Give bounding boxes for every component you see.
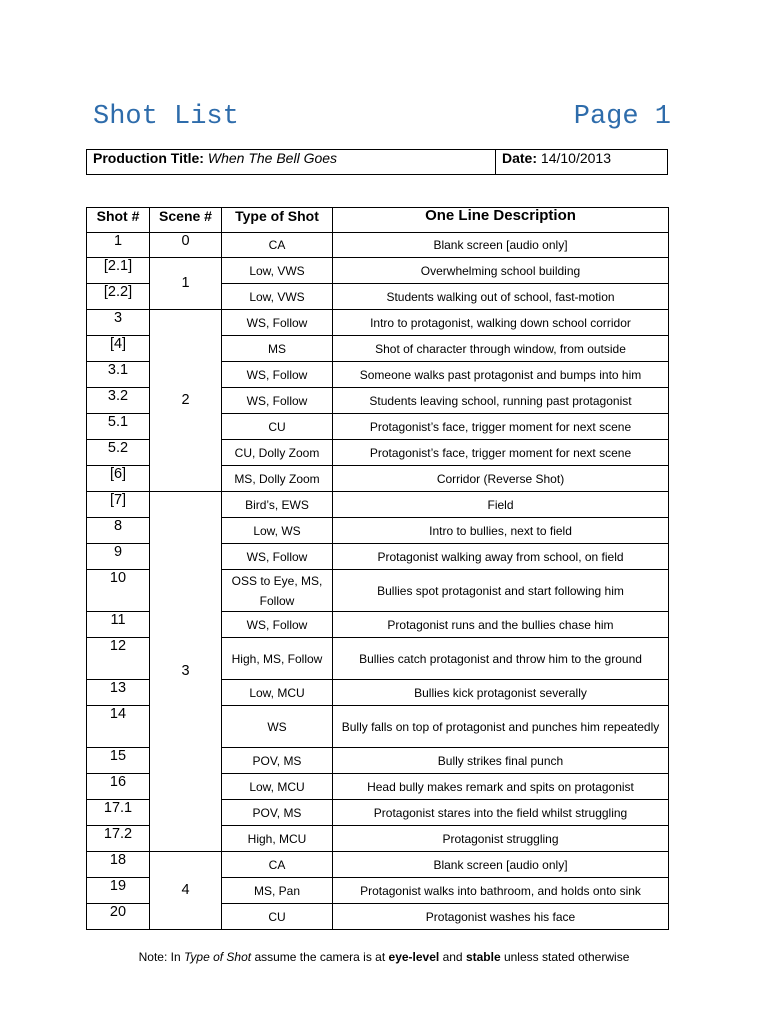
shot-number-cell: 3.2 (87, 388, 150, 414)
shot-type-cell: OSS to Eye, MS, Follow (222, 570, 333, 612)
shot-number-cell: [2.1] (87, 258, 150, 284)
shot-description-cell: Bullies kick protagonist severally (333, 680, 669, 706)
shot-description-cell: Blank screen [audio only] (333, 233, 669, 258)
shot-type-cell: MS, Dolly Zoom (222, 466, 333, 492)
column-header-shot: Shot # (87, 208, 150, 233)
note-prefix: Note: In (138, 950, 184, 964)
shot-description-cell: Bullies spot protagonist and start following him (333, 570, 669, 612)
column-header-type: Type of Shot (222, 208, 333, 233)
date-label: Date: (502, 150, 538, 166)
shot-number-cell: 11 (87, 612, 150, 638)
shot-description-cell: Protagonist walks into bathroom, and holds onto sink (333, 878, 669, 904)
shot-number-cell: 9 (87, 544, 150, 570)
shot-description-cell: Intro to bullies, next to field (333, 518, 669, 544)
shot-type-cell: POV, MS (222, 800, 333, 826)
shot-description-cell: Bully falls on top of protagonist and punches him repeatedly (333, 706, 669, 748)
note-and: and (439, 950, 466, 964)
shot-number-cell: 18 (87, 852, 150, 878)
shot-type-cell: WS, Follow (222, 544, 333, 570)
shot-type-cell: Low, WS (222, 518, 333, 544)
note-suffix: unless stated otherwise (500, 950, 630, 964)
table-row (87, 310, 669, 336)
shot-number-cell: 15 (87, 748, 150, 774)
shot-number-cell: 12 (87, 638, 150, 680)
shot-number-cell: [7] (87, 492, 150, 518)
shot-description-cell: Protagonist’s face, trigger moment for next scene (333, 414, 669, 440)
shot-number-cell: 8 (87, 518, 150, 544)
production-info-table (86, 149, 668, 175)
shot-type-cell: WS (222, 706, 333, 748)
production-title-value: When The Bell Goes (207, 150, 338, 166)
production-title-label: Production Title: (93, 150, 204, 166)
shot-type-cell: High, MCU (222, 826, 333, 852)
shot-type-cell: MS (222, 336, 333, 362)
shot-number-cell: 3.1 (87, 362, 150, 388)
table-row (87, 258, 669, 284)
shot-number-cell: [6] (87, 466, 150, 492)
shot-description-cell: Protagonist runs and the bullies chase him (333, 612, 669, 638)
shot-description-cell: Students leaving school, running past protagonist (333, 388, 669, 414)
shot-description-cell: Protagonist stares into the field whilst struggling (333, 800, 669, 826)
shot-list-table (86, 207, 669, 930)
shot-type-cell: Low, VWS (222, 258, 333, 284)
page-header (93, 100, 671, 138)
column-header-scene: Scene # (150, 208, 222, 233)
table-row (87, 852, 669, 878)
shot-number-cell: 5.1 (87, 414, 150, 440)
footnote (0, 950, 768, 964)
shot-number-cell: 16 (87, 774, 150, 800)
shot-number-cell: 17.2 (87, 826, 150, 852)
shot-description-cell: Bully strikes final punch (333, 748, 669, 774)
date-value: 14/10/2013 (540, 150, 611, 166)
shot-number-cell: [2.2] (87, 284, 150, 310)
shot-type-cell: CU (222, 904, 333, 930)
shot-type-cell: WS, Follow (222, 388, 333, 414)
scene-number-cell: 2 (150, 310, 222, 492)
shot-description-cell: Someone walks past protagonist and bumps into him (333, 362, 669, 388)
note-middle: assume the camera is at (251, 950, 389, 964)
shot-description-cell: Overwhelming school building (333, 258, 669, 284)
note-type-term: Type of Shot (183, 950, 252, 964)
shot-number-cell: 13 (87, 680, 150, 706)
shot-number-cell: 3 (87, 310, 150, 336)
shot-type-cell: CA (222, 233, 333, 258)
shot-number-cell: 17.1 (87, 800, 150, 826)
shot-number-cell: 5.2 (87, 440, 150, 466)
shot-number-cell: 20 (87, 904, 150, 930)
shot-description-cell: Students walking out of school, fast-motion (333, 284, 669, 310)
shot-number-cell: 10 (87, 570, 150, 612)
column-header-description: One Line Description (333, 208, 669, 233)
shot-type-cell: Low, MCU (222, 680, 333, 706)
shot-type-cell: Low, VWS (222, 284, 333, 310)
note-stable: stable (465, 950, 501, 964)
shot-type-cell: WS, Follow (222, 310, 333, 336)
shot-number-cell: 19 (87, 878, 150, 904)
shot-description-cell: Blank screen [audio only] (333, 852, 669, 878)
scene-number-cell: 0 (150, 233, 222, 258)
shot-description-cell: Corridor (Reverse Shot) (333, 466, 669, 492)
shot-description-cell: Protagonist washes his face (333, 904, 669, 930)
note-eye-level: eye-level (388, 950, 440, 964)
shot-number-cell: 1 (87, 233, 150, 258)
production-title-cell (87, 150, 496, 175)
shot-type-cell: MS, Pan (222, 878, 333, 904)
shot-description-cell: Protagonist’s face, trigger moment for next scene (333, 440, 669, 466)
table-row (87, 233, 669, 258)
document-title: Shot List (93, 102, 239, 132)
shot-description-cell: Shot of character through window, from outside (333, 336, 669, 362)
shot-type-cell: CA (222, 852, 333, 878)
scene-number-cell: 3 (150, 492, 222, 852)
shot-description-cell: Intro to protagonist, walking down school corridor (333, 310, 669, 336)
shot-type-cell: High, MS, Follow (222, 638, 333, 680)
scene-number-cell: 4 (150, 852, 222, 930)
shot-description-cell: Protagonist struggling (333, 826, 669, 852)
table-header-row (87, 208, 669, 233)
shot-type-cell: CU, Dolly Zoom (222, 440, 333, 466)
table-row (87, 492, 669, 518)
shot-type-cell: Low, MCU (222, 774, 333, 800)
shot-description-cell: Protagonist walking away from school, on field (333, 544, 669, 570)
scene-number-cell: 1 (150, 258, 222, 310)
shot-description-cell: Field (333, 492, 669, 518)
date-cell (496, 150, 668, 175)
shot-number-cell: 14 (87, 706, 150, 748)
shot-description-cell: Head bully makes remark and spits on protagonist (333, 774, 669, 800)
shot-type-cell: POV, MS (222, 748, 333, 774)
shot-type-cell: WS, Follow (222, 612, 333, 638)
shot-type-cell: WS, Follow (222, 362, 333, 388)
shot-type-cell: CU (222, 414, 333, 440)
shot-type-cell: Bird’s, EWS (222, 492, 333, 518)
shot-description-cell: Bullies catch protagonist and throw him to the ground (333, 638, 669, 680)
shot-number-cell: [4] (87, 336, 150, 362)
page-number: Page 1 (573, 102, 671, 132)
